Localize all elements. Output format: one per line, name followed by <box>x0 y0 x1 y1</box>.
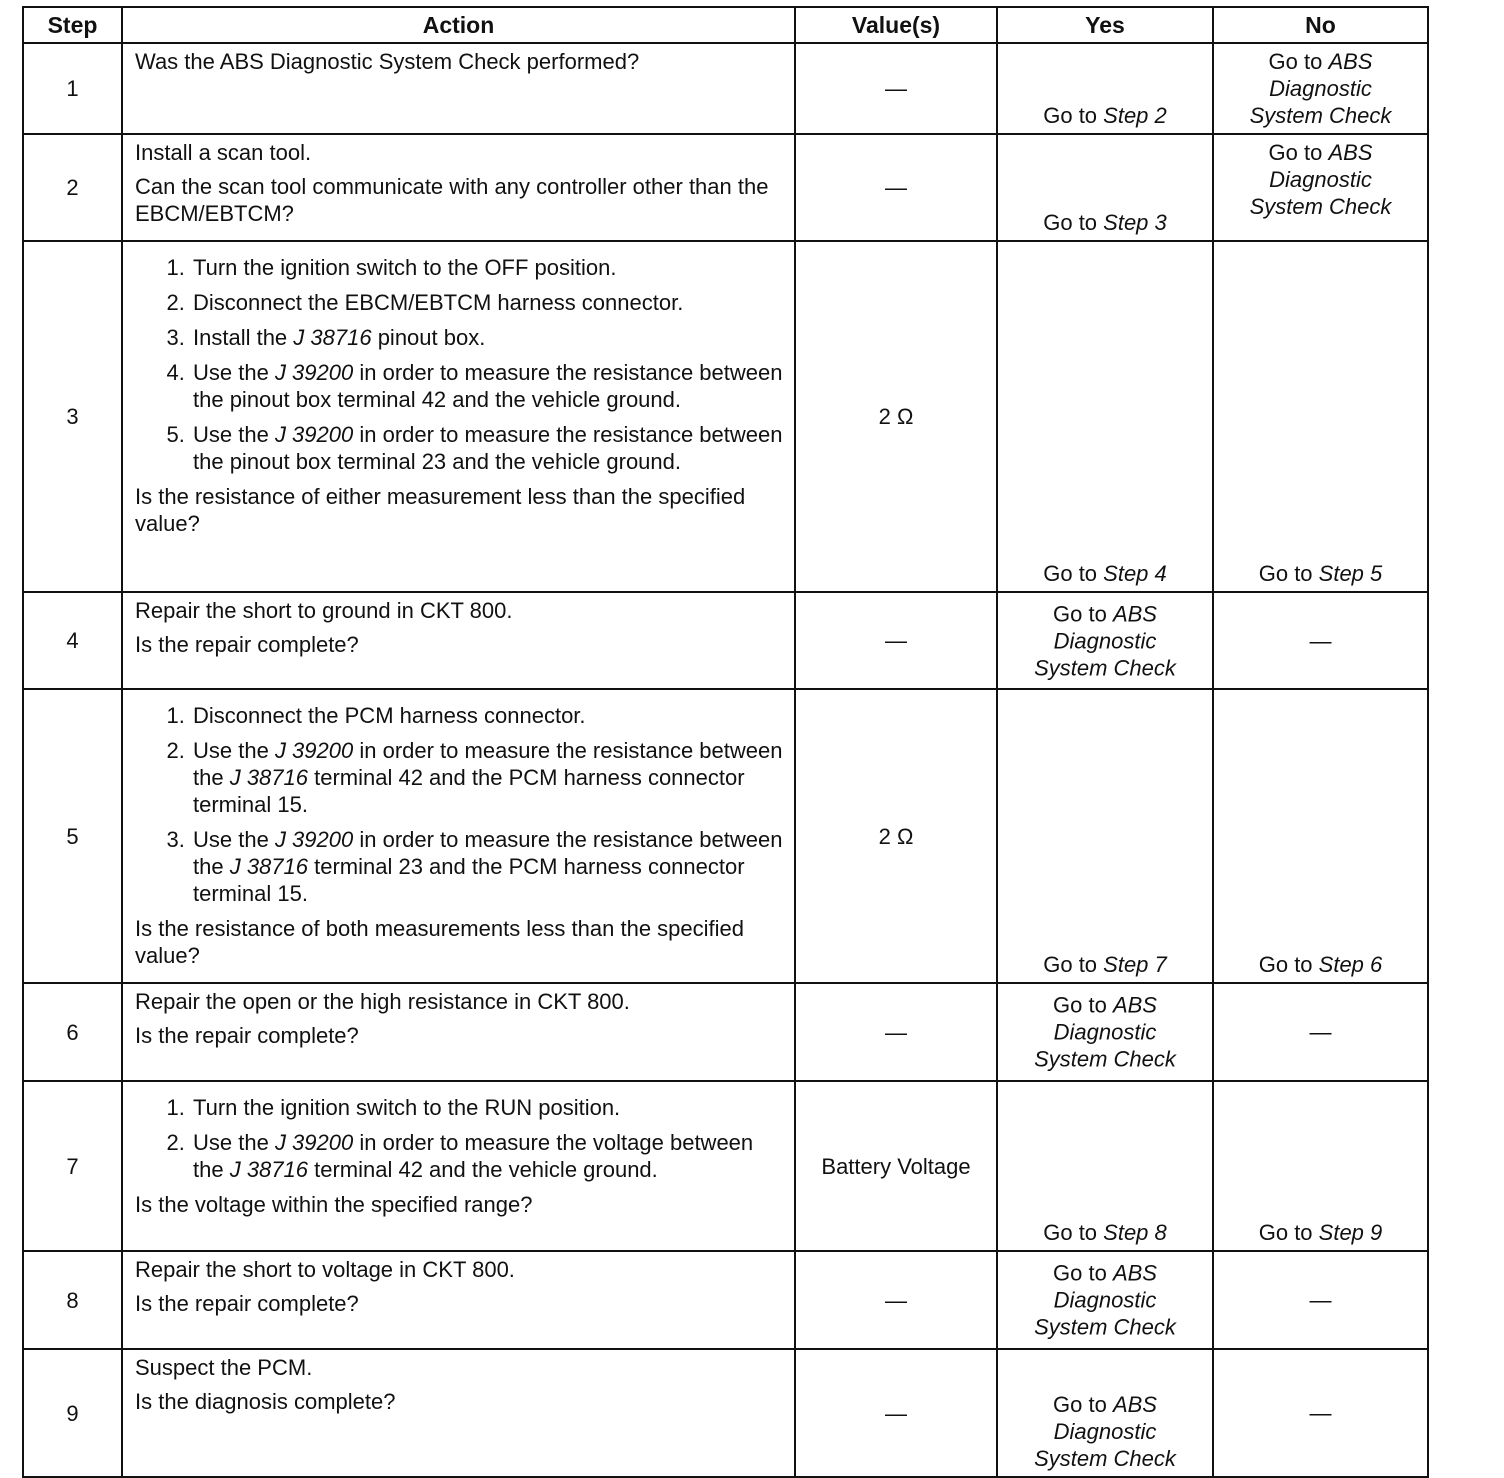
tool-ref: J 39200 <box>274 827 354 852</box>
action-text: Repair the short to ground in CKT 800. <box>135 598 513 623</box>
go-to-target: Step 2 <box>1103 103 1167 128</box>
action-step <box>191 1129 784 1183</box>
table-row <box>23 1081 1428 1251</box>
no-result <box>1214 48 1427 129</box>
action-text: Is the repair complete? <box>135 632 359 657</box>
no-result <box>1214 1400 1427 1427</box>
text-run: Disconnect the PCM harness connector. <box>193 703 586 728</box>
text-run: Use the <box>193 360 275 385</box>
yes-result <box>998 1219 1212 1246</box>
yes-cell <box>997 689 1213 983</box>
no-result <box>1214 139 1427 220</box>
step-cell: 5 <box>23 689 122 983</box>
header-step: Step <box>23 7 122 43</box>
table-row <box>23 592 1428 689</box>
text-run: terminal 42 and the vehicle ground. <box>308 1157 658 1182</box>
yes-cell <box>997 592 1213 689</box>
go-to-text: Go to <box>1053 1260 1113 1286</box>
tool-ref: J 38716 <box>229 854 308 879</box>
value-cell: Battery Voltage <box>795 1081 997 1251</box>
no-cell <box>1213 134 1428 241</box>
yes-result <box>998 951 1212 978</box>
text-run: in order to measure the voltage between the <box>193 1130 754 1182</box>
value-cell: 2 Ω <box>795 689 997 983</box>
action-text: Is the repair complete? <box>135 1291 359 1316</box>
text-run: Use the <box>193 738 275 763</box>
go-to-text: Go to <box>1268 49 1329 74</box>
action-cell <box>122 241 795 592</box>
yes-result <box>998 1391 1212 1472</box>
go-to-target: ABS Diagnostic System Check <box>1249 49 1392 128</box>
action-question: Is the resistance of either measurement less than the specified value? <box>135 484 746 536</box>
no-cell <box>1213 1081 1428 1251</box>
header-action: Action <box>122 7 795 43</box>
value-cell: — <box>795 1349 997 1477</box>
go-to-text: Go to <box>1043 561 1104 586</box>
go-to-target: ABS Diagnostic System Check <box>1034 1392 1176 1471</box>
go-to-text: Go to <box>1053 1392 1113 1417</box>
step-cell: 8 <box>23 1251 122 1349</box>
value-cell: — <box>795 134 997 241</box>
yes-cell <box>997 1251 1213 1349</box>
table-body <box>23 43 1428 1477</box>
no-result <box>1214 1287 1427 1314</box>
text-run: Turn the ignition switch to the RUN position. <box>193 1095 621 1120</box>
go-to-target: Step 9 <box>1318 1220 1383 1245</box>
no-cell <box>1213 1349 1428 1477</box>
text-run: Install the <box>193 325 294 350</box>
action-text: Is the diagnosis complete? <box>135 1389 396 1414</box>
go-to-target: Step 7 <box>1103 952 1167 977</box>
go-to-text: Go to <box>1053 601 1113 626</box>
action-step <box>191 702 784 729</box>
no-result <box>1214 1219 1427 1246</box>
no-cell <box>1213 43 1428 134</box>
yes-cell <box>997 1081 1213 1251</box>
yes-cell <box>997 1349 1213 1477</box>
action-steps-list <box>135 1094 784 1183</box>
go-to-target: Step 3 <box>1103 210 1167 235</box>
text-run: Use the <box>193 1130 275 1155</box>
action-step <box>191 826 784 907</box>
go-to-text: Go to <box>1053 992 1113 1018</box>
yes-result <box>998 1260 1212 1341</box>
dash: — <box>1309 1019 1332 1045</box>
yes-result <box>998 102 1212 129</box>
step-cell: 6 <box>23 983 122 1081</box>
no-cell <box>1213 592 1428 689</box>
no-cell <box>1213 241 1428 592</box>
go-to-target: Step 4 <box>1103 561 1167 586</box>
no-cell <box>1213 1251 1428 1349</box>
step-cell: 1 <box>23 43 122 134</box>
action-steps-list <box>135 702 784 907</box>
action-text: Can the scan tool communicate with any controller other than the EBCM/EBTCM? <box>135 174 769 226</box>
action-step <box>191 737 784 818</box>
action-steps-list <box>135 254 784 475</box>
table-row <box>23 689 1428 983</box>
no-result <box>1214 627 1427 654</box>
go-to-text: Go to <box>1268 140 1329 165</box>
value-cell: — <box>795 1251 997 1349</box>
yes-result <box>998 992 1212 1073</box>
action-cell <box>122 1349 795 1477</box>
tool-ref: J 39200 <box>274 360 354 385</box>
text-run: terminal 42 and the PCM harness connector terminal 15. <box>193 765 745 817</box>
go-to-target: ABS Diagnostic System Check <box>1034 1260 1176 1340</box>
go-to-text: Go to <box>1043 103 1104 128</box>
text-run: in order to measure the resistance between the pinout box terminal 23 and the vehicle ground. <box>193 422 783 474</box>
action-step <box>191 421 784 475</box>
action-cell <box>122 592 795 689</box>
go-to-text: Go to <box>1043 210 1104 235</box>
go-to-target: Step 8 <box>1103 1220 1167 1245</box>
header-row <box>23 7 1428 43</box>
text-run: pinout box. <box>371 325 486 350</box>
tool-ref: J 38716 <box>229 1157 308 1182</box>
yes-result <box>998 209 1212 236</box>
table-row <box>23 1251 1428 1349</box>
diagnostic-table <box>22 6 1429 1478</box>
action-text: Suspect the PCM. <box>135 1355 313 1380</box>
text-run: in order to measure the resistance between the <box>193 827 783 879</box>
no-result <box>1214 560 1427 587</box>
step-cell: 9 <box>23 1349 122 1477</box>
tool-ref: J 39200 <box>274 422 354 447</box>
action-step <box>191 254 784 281</box>
value-cell: — <box>795 983 997 1081</box>
header-yes: Yes <box>997 7 1213 43</box>
table-row <box>23 241 1428 592</box>
text-run: Turn the ignition switch to the OFF position. <box>193 255 617 280</box>
step-cell: 4 <box>23 592 122 689</box>
table-row <box>23 134 1428 241</box>
go-to-text: Go to <box>1258 1220 1319 1245</box>
value-cell: — <box>795 43 997 134</box>
step-cell: 2 <box>23 134 122 241</box>
go-to-text: Go to <box>1043 952 1104 977</box>
value-cell: — <box>795 592 997 689</box>
action-text: Repair the open or the high resistance in CKT 800. <box>135 989 630 1014</box>
go-to-target: Step 5 <box>1318 561 1383 586</box>
tool-ref: J 39200 <box>274 1130 354 1155</box>
yes-cell <box>997 241 1213 592</box>
action-step <box>191 359 784 413</box>
action-cell <box>122 43 795 134</box>
dash: — <box>1309 1287 1332 1313</box>
action-question: Is the resistance of both measurements less than the specified value? <box>135 916 744 968</box>
action-text: Repair the short to voltage in CKT 800. <box>135 1257 515 1282</box>
action-text: Was the ABS Diagnostic System Check performed? <box>135 49 640 74</box>
yes-cell <box>997 983 1213 1081</box>
go-to-target: Step 6 <box>1318 952 1383 977</box>
text-run: Use the <box>193 422 275 447</box>
header-no: No <box>1213 7 1428 43</box>
go-to-target: ABS Diagnostic System Check <box>1249 140 1392 219</box>
text-run: in order to measure the resistance between the <box>193 738 783 790</box>
go-to-text: Go to <box>1043 1220 1104 1245</box>
text-run: terminal 23 and the PCM harness connector terminal 15. <box>193 854 745 906</box>
table-row <box>23 43 1428 134</box>
action-cell <box>122 134 795 241</box>
action-question: Is the voltage within the specified range? <box>135 1192 533 1217</box>
action-text: Install a scan tool. <box>135 140 312 165</box>
action-step <box>191 289 784 316</box>
tool-ref: J 39200 <box>274 738 354 763</box>
yes-cell <box>997 134 1213 241</box>
action-cell <box>122 983 795 1081</box>
header-values: Value(s) <box>795 7 997 43</box>
text-run: Use the <box>193 827 275 852</box>
action-text: Is the repair complete? <box>135 1023 359 1048</box>
yes-result <box>998 600 1212 681</box>
action-cell <box>122 1251 795 1349</box>
text-run: Disconnect the EBCM/EBTCM harness connector. <box>193 290 684 315</box>
go-to-text: Go to <box>1258 561 1319 586</box>
no-result <box>1214 1019 1427 1046</box>
no-result <box>1214 951 1427 978</box>
go-to-target: ABS Diagnostic System Check <box>1034 992 1176 1072</box>
no-cell <box>1213 689 1428 983</box>
dash: — <box>1309 1400 1332 1426</box>
no-cell <box>1213 983 1428 1081</box>
step-cell: 7 <box>23 1081 122 1251</box>
action-cell <box>122 1081 795 1251</box>
table-row <box>23 1349 1428 1477</box>
dash: — <box>1309 628 1332 653</box>
go-to-text: Go to <box>1258 952 1319 977</box>
tool-ref: J 38716 <box>229 765 308 790</box>
table-row <box>23 983 1428 1081</box>
action-step <box>191 1094 784 1121</box>
go-to-target: ABS Diagnostic System Check <box>1034 601 1176 680</box>
step-cell: 3 <box>23 241 122 592</box>
action-step <box>191 324 784 351</box>
value-cell: 2 Ω <box>795 241 997 592</box>
text-run: in order to measure the resistance between the pinout box terminal 42 and the vehicle ground. <box>193 360 783 412</box>
yes-cell <box>997 43 1213 134</box>
tool-ref: J 38716 <box>293 325 372 350</box>
action-cell <box>122 689 795 983</box>
yes-result <box>998 560 1212 587</box>
